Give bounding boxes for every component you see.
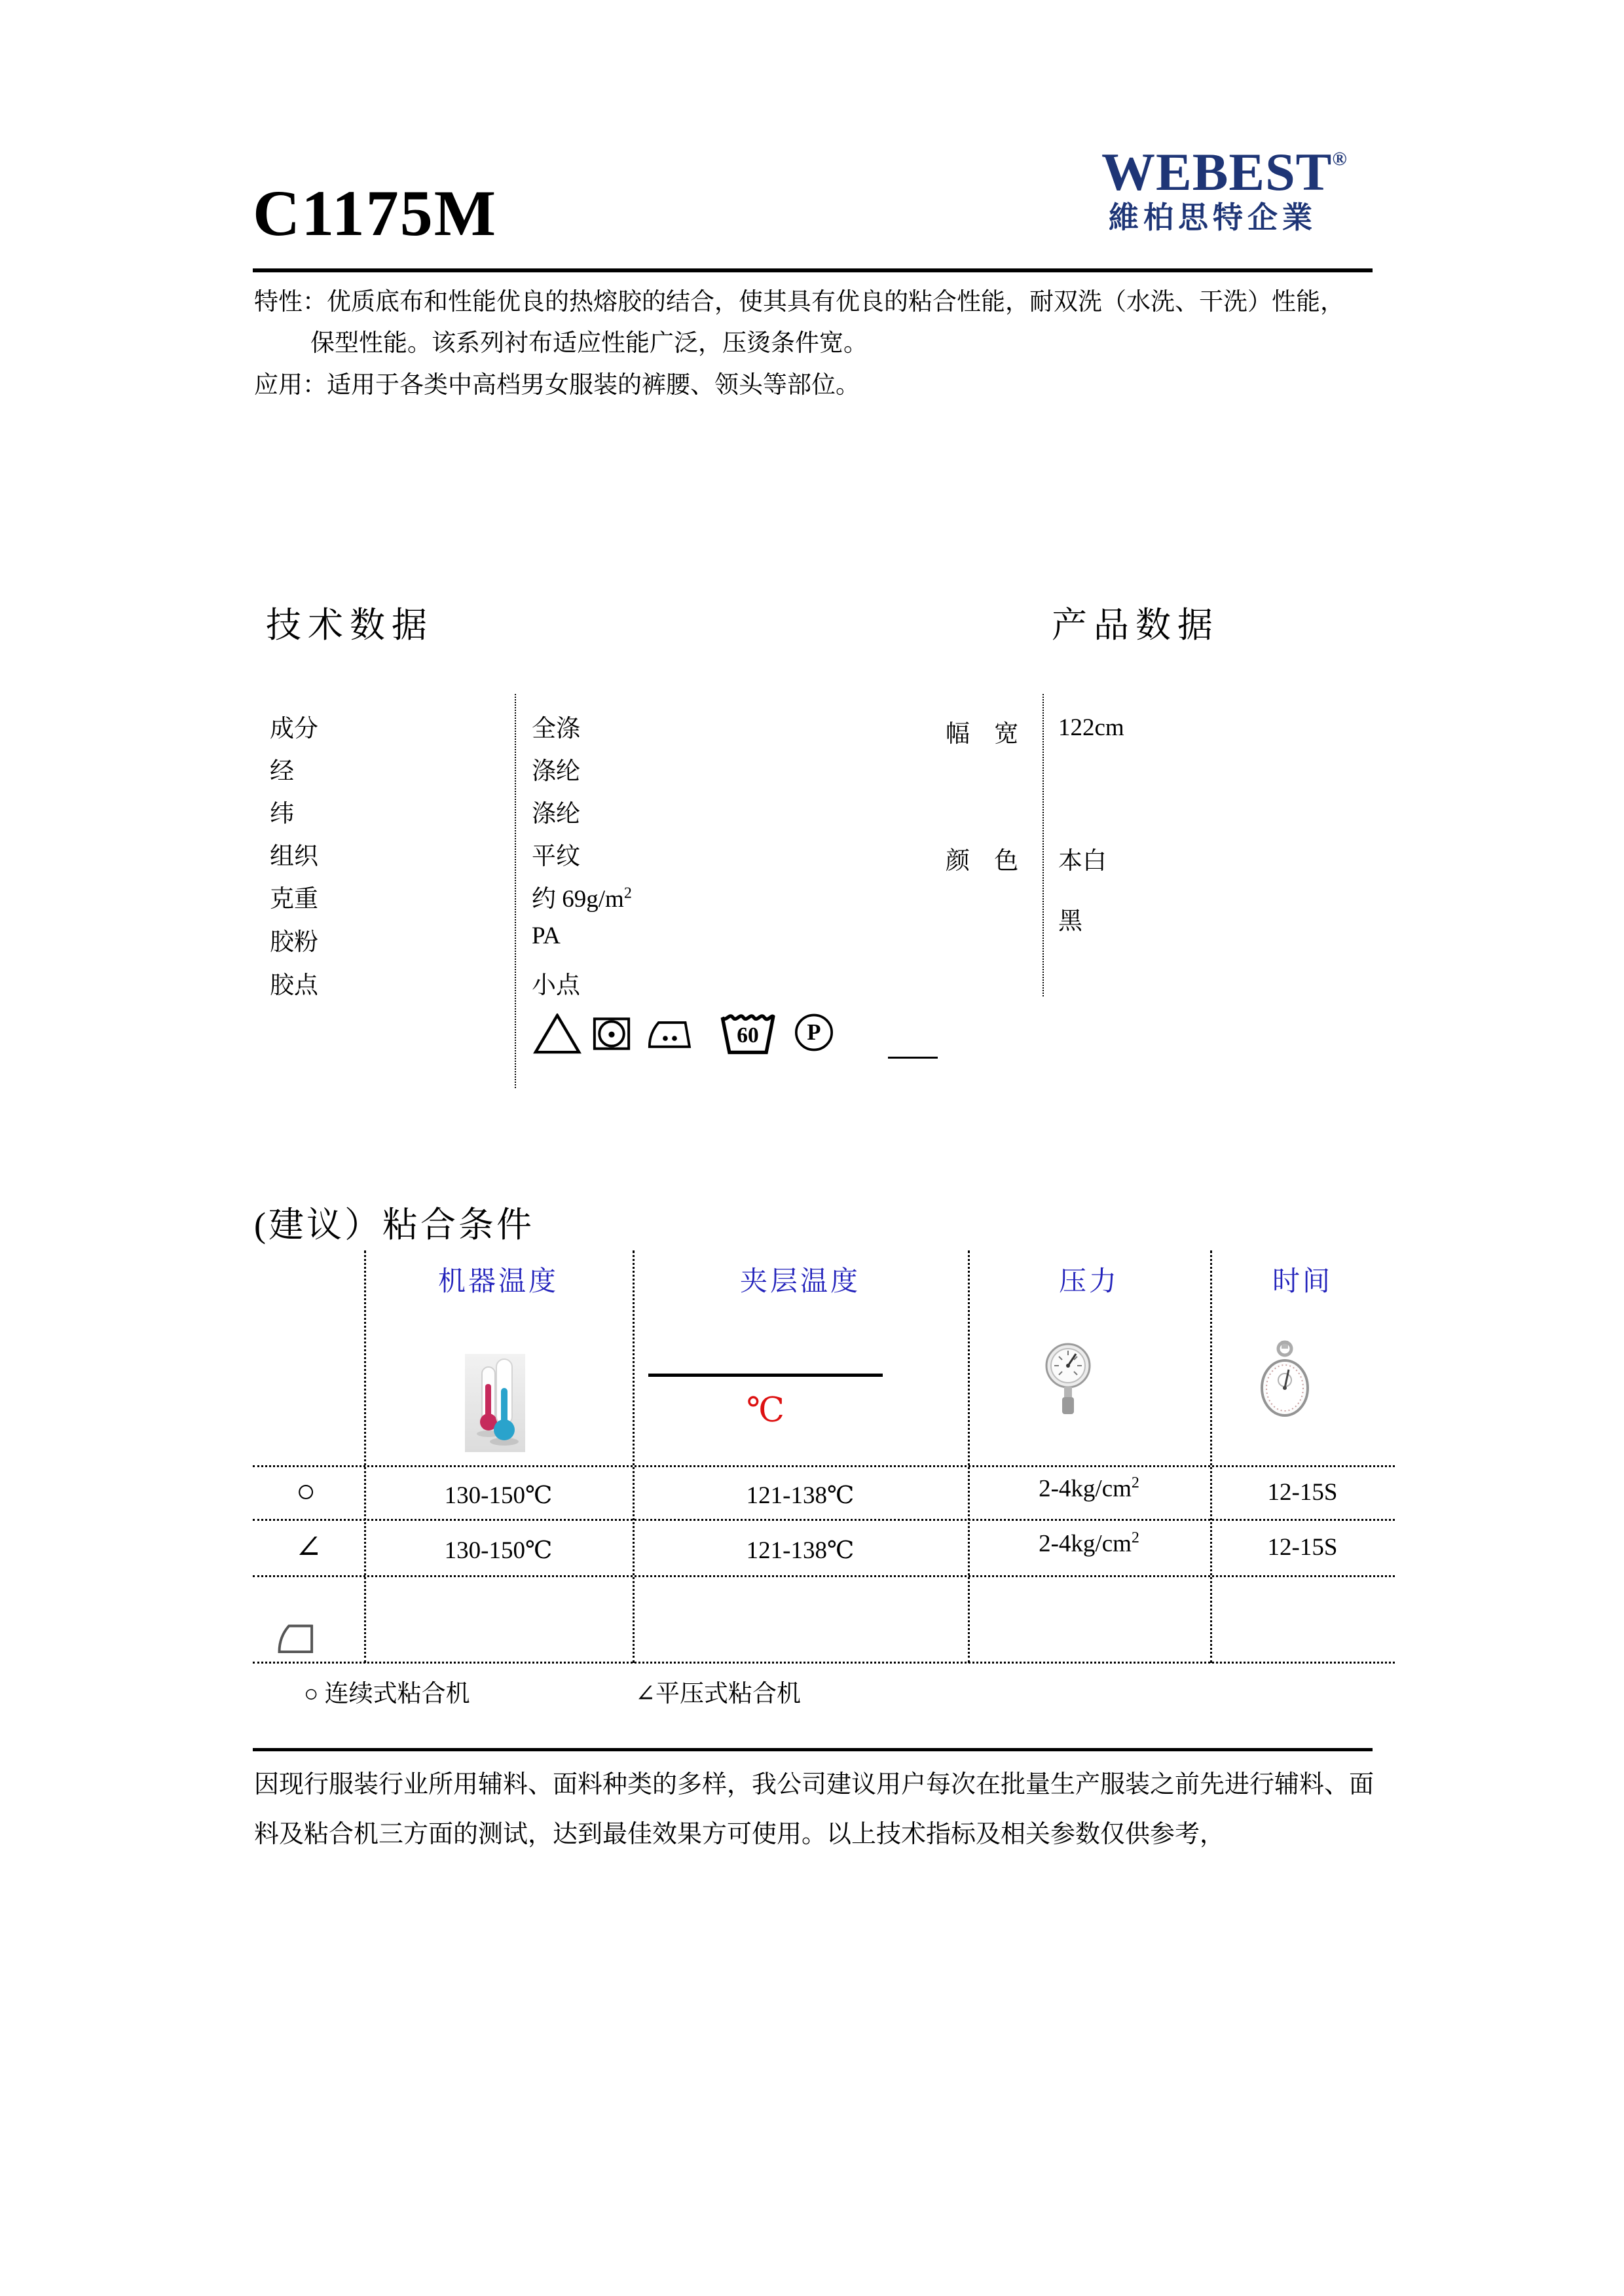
stopwatch-icon (1260, 1339, 1310, 1422)
tech-table-divider (515, 694, 516, 1088)
feature-label: 特性： (254, 289, 327, 316)
care-underscore-line (888, 1057, 938, 1059)
bonding-grid-vline (364, 1250, 366, 1663)
bonding-grid-vline (633, 1250, 635, 1663)
machine-temp-value: 130-150℃ (444, 1537, 553, 1564)
time-value: 12-15S (1267, 1479, 1338, 1506)
tech-row-label: 组织 (270, 843, 318, 870)
liner-temp-value: 121-138℃ (746, 1537, 855, 1564)
iron-two-dots-icon (647, 1020, 693, 1050)
brand-name-chinese: 維柏思特企業 (1109, 201, 1317, 234)
color-value-2: 黑 (1058, 908, 1082, 935)
tech-row-value: 平纹 (532, 843, 580, 870)
logo-wordmark (1101, 142, 1347, 202)
celsius-symbol: ℃ (746, 1392, 785, 1429)
header-time: 时间 (1272, 1267, 1333, 1297)
feature-line-2: 保型性能。该系列衬布适应性能广泛，压烫条件宽。 (310, 330, 868, 357)
pressure-gauge-icon (1045, 1341, 1091, 1426)
dry-clean-letter: P (807, 1020, 821, 1046)
tech-row-label: 胶粉 (270, 929, 318, 956)
liner-temp-overline (648, 1374, 883, 1377)
product-table-divider (1043, 694, 1044, 996)
bonding-grid-hline (253, 1519, 1395, 1521)
bonding-grid-hline (253, 1575, 1395, 1577)
legend-flat-press: ∠平压式粘合机 (635, 1681, 802, 1707)
tech-row-label: 纬 (270, 801, 294, 828)
dry-clean-p-icon (794, 1013, 834, 1051)
tech-row-value: 涤纶 (532, 758, 580, 785)
legend-flat-press-symbol: ∠ (635, 1681, 656, 1707)
liner-temp-value: 121-138℃ (746, 1482, 855, 1509)
tech-data-heading: 技术数据 (266, 606, 434, 645)
tech-row-value: 约 $69g/m^2$ (532, 884, 632, 913)
width-label: 幅 宽 (946, 721, 1028, 748)
wash-temp-label: 60 (737, 1023, 759, 1048)
legend-continuous-symbol: ○ (304, 1681, 319, 1707)
application-line: 应用：适用于各类中高档男女服装的裤腰、领头等部位。 (254, 372, 860, 399)
tech-row-label: 成分 (270, 716, 318, 742)
tech-row-value: 全涤 (532, 716, 580, 742)
tech-row-label: 胶点 (270, 972, 318, 999)
tech-row-label: 经 (270, 758, 294, 785)
brand-name: WEBEST (1101, 142, 1333, 202)
header-pressure: 压力 (1058, 1267, 1119, 1297)
disclaimer-line-2: 料及粘合机三方面的测试，达到最佳效果方可使用。以上技术指标及相关参数仅供参考， (254, 1821, 1225, 1848)
tech-row-value: 小点 (532, 972, 580, 999)
color-label: 颜 色 (946, 848, 1028, 875)
width-value: 122cm (1058, 714, 1124, 741)
application-label: 应用： (254, 372, 327, 399)
pressure-value: $2-4kg/cm^2$ (1039, 1474, 1139, 1503)
bonding-grid-vline (1210, 1250, 1212, 1663)
bonding-conditions-heading: (建议）粘合条件 (254, 1205, 534, 1245)
header-machine-temp: 机器温度 (437, 1267, 559, 1297)
feature-line-1: 特性：优质底布和性能优良的热熔胶的结合，使其具有优良的粘合性能，耐双洗（水洗、干洗）性能， (254, 289, 1344, 316)
tech-row-value: 涤纶 (532, 801, 580, 828)
header-liner-temp: 夹层温度 (739, 1267, 860, 1297)
page-title: C1175M (253, 177, 498, 249)
bonding-grid-hline (253, 1465, 1395, 1467)
header-divider (253, 268, 1373, 272)
product-data-heading: 产品数据 (1052, 606, 1219, 645)
machine-temp-value: 130-150℃ (444, 1482, 553, 1509)
continuous-machine-symbol: ○ (296, 1472, 316, 1509)
flat-press-machine-symbol: ∠ (295, 1529, 322, 1565)
wash-60-icon (720, 1010, 775, 1055)
iron-symbol-icon (276, 1622, 317, 1658)
color-value-1: 本白 (1058, 848, 1107, 875)
company-logo (1101, 142, 1347, 234)
thermometer-icon (465, 1354, 525, 1452)
disclaimer-line-1: 因现行服装行业所用辅料、面料种类的多样，我公司建议用户每次在批量生产服装之前先进行辅料、面 (254, 1771, 1375, 1798)
tumble-dry-icon (593, 1017, 631, 1050)
time-value: 12-15S (1267, 1534, 1338, 1561)
pressure-value: $2-4kg/cm^2$ (1039, 1529, 1139, 1558)
legend-continuous: ○ 连续式粘合机 (304, 1681, 470, 1707)
bleach-triangle-icon (533, 1013, 581, 1054)
bonding-grid-vline (968, 1250, 970, 1663)
bonding-grid-hline (253, 1662, 1395, 1664)
footer-divider (253, 1748, 1373, 1751)
tech-row-label: 克重 (270, 886, 318, 913)
tech-row-value: PA (532, 922, 561, 949)
registered-trademark-icon: ® (1332, 148, 1347, 170)
